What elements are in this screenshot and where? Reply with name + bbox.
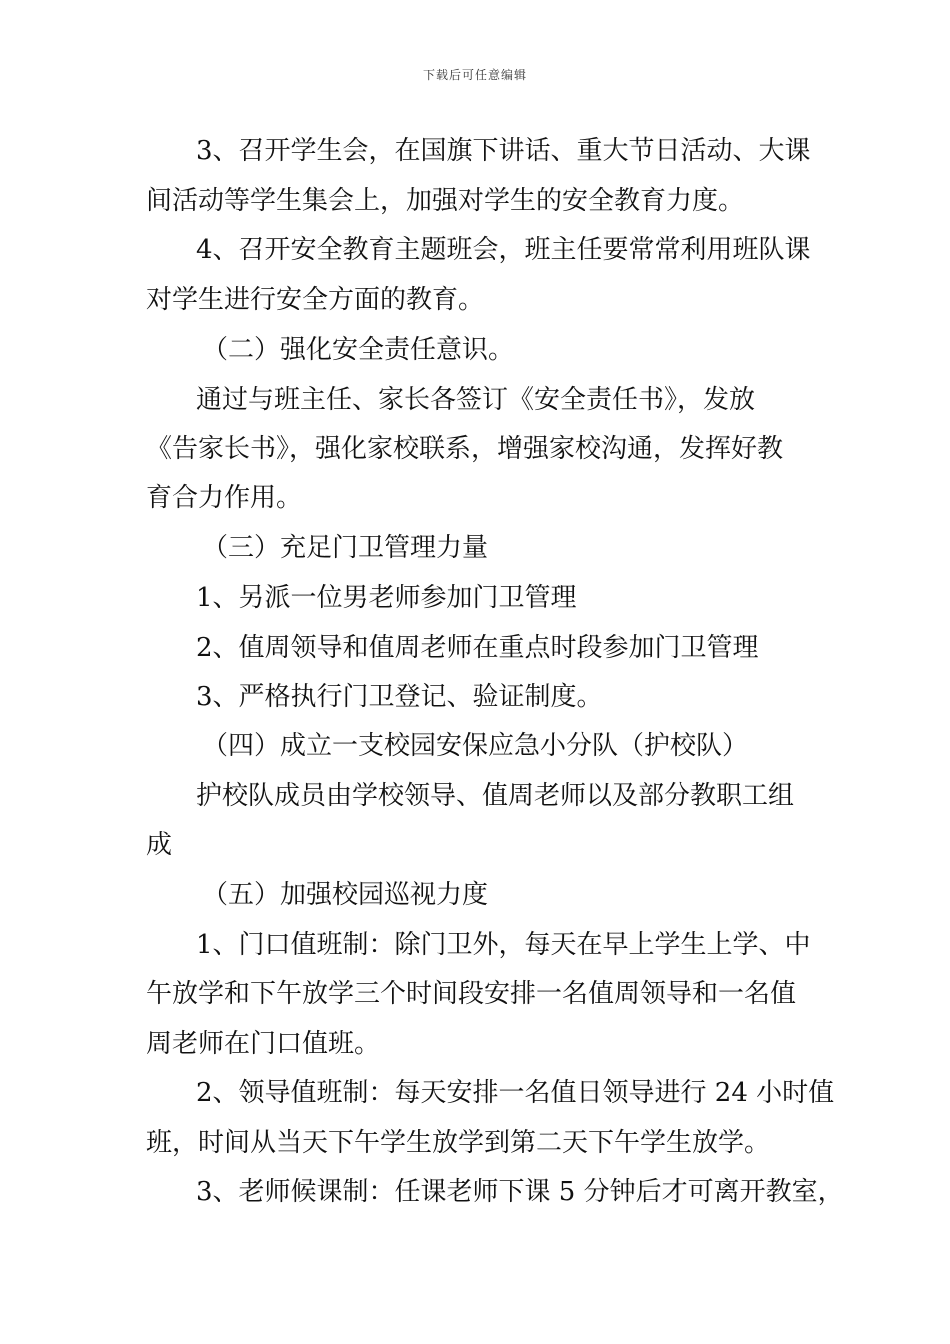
paragraph-line: 护校队成员由学校领导、值周老师以及部分教职工组 [196,781,795,811]
paragraph-line: 1、门口值班制：除门卫外，每天在早上学生上学、中 [196,930,811,960]
paragraph-line: 1、另派一位男老师参加门卫管理 [196,583,577,613]
paragraph-line: 4、召开安全教育主题班会，班主任要常常利用班队课 [196,235,811,265]
page-header: 下载后可任意编辑 [422,68,527,82]
paragraph-line: 育合力作用。 [146,483,303,513]
paragraph-line: 2、值周领导和值周老师在重点时段参加门卫管理 [196,633,759,663]
paragraph-line: 2、领导值班制：每天安排一名值日领导进行 24 小时值 [196,1078,835,1108]
paragraph-line: 周老师在门口值班。 [146,1029,381,1059]
section-heading: （四）成立一支校园安保应急小分队（护校队） [202,731,749,761]
paragraph-line: 班，时间从当天下午学生放学到第二天下午学生放学。 [146,1128,771,1158]
paragraph-line: 通过与班主任、家长各签订《安全责任书》，发放 [196,385,756,415]
paragraph-line: 午放学和下午放学三个时间段安排一名值周领导和一名值 [146,979,797,1009]
paragraph-line: 3、老师候课制：任课老师下课 5 分钟后才可离开教室， [196,1177,844,1207]
paragraph-line: 《告家长书》，强化家校联系，增强家校沟通，发挥好教 [146,434,784,464]
paragraph-line: 3、召开学生会，在国旗下讲话、重大节日活动、大课 [196,136,811,166]
section-heading: （三）充足门卫管理力量 [202,533,489,563]
section-heading: （二）强化安全责任意识。 [202,335,515,365]
paragraph-line: 间活动等学生集会上，加强对学生的安全教育力度。 [146,186,745,216]
paragraph-line: 成 [146,830,173,860]
paragraph-line: 对学生进行安全方面的教育。 [146,285,485,315]
section-heading: （五）加强校园巡视力度 [202,880,489,910]
paragraph-line: 3、严格执行门卫登记、验证制度。 [196,682,603,712]
